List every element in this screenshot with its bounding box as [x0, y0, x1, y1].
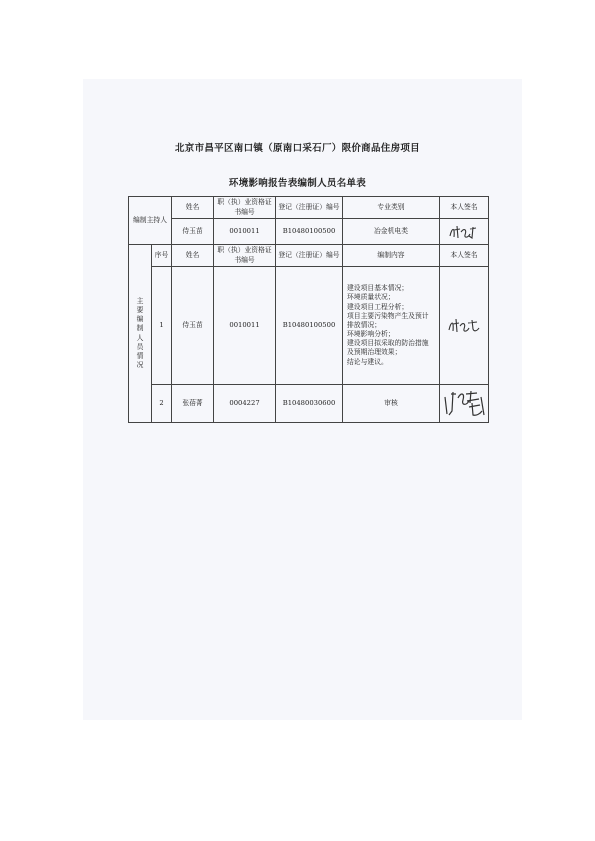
host-signature — [440, 219, 489, 245]
header-name: 姓名 — [172, 245, 214, 267]
header-cert: 职（执）业资格证书编号 — [214, 197, 276, 219]
header-name: 姓名 — [172, 197, 214, 219]
staff-signature — [440, 385, 489, 423]
header-reg: 登记（注册证）编号 — [276, 245, 343, 267]
staff-seq: 2 — [152, 385, 172, 423]
staff-seq: 1 — [152, 267, 172, 385]
staff-header-row — [129, 245, 489, 267]
host-cert: 0010011 — [214, 219, 276, 245]
table-title: 环境影响报告表编制人员名单表 — [228, 178, 367, 189]
signature-image — [442, 389, 488, 419]
staff-section-label: 主 要 编 制 人 员 情 况 — [129, 245, 152, 423]
header-sign: 本人签名 — [440, 245, 489, 267]
staff-row-1 — [129, 267, 489, 385]
host-section-label: 编制主持人 — [129, 197, 172, 245]
staff-reg: B10480100500 — [276, 267, 343, 385]
header-reg: 登记（注册证）编号 — [276, 197, 343, 219]
host-data-row — [129, 219, 489, 245]
host-major: 冶金机电类 — [343, 219, 440, 245]
staff-content: 审核 — [343, 385, 440, 423]
signature-image — [446, 223, 482, 241]
host-header-row — [129, 197, 489, 219]
header-content: 编制内容 — [343, 245, 440, 267]
host-name: 侍玉苗 — [172, 219, 214, 245]
staff-content: 建设项目基本情况； 环境质量状况； 建设项目工程分析； 项目主要污染物产生及预计排放情况； 环境影响分析； 建设项目拟采取的防治措施及预期治理效果； 结论与建议。 — [343, 267, 440, 385]
header-cert: 职（执）业资格证书编号 — [214, 245, 276, 267]
signature-image — [446, 316, 482, 336]
staff-reg: B10480030600 — [276, 385, 343, 423]
staff-name: 侍玉苗 — [172, 267, 214, 385]
staff-cert: 0010011 — [214, 267, 276, 385]
header-major: 专业类别 — [343, 197, 440, 219]
staff-signature — [440, 267, 489, 385]
staff-cert: 0004227 — [214, 385, 276, 423]
staff-row-2 — [129, 385, 489, 423]
staff-name: 张蓓菁 — [172, 385, 214, 423]
header-seq: 序号 — [152, 245, 172, 267]
document-title: 北京市昌平区南口镇（原南口采石厂）限价商品住房项目 — [174, 143, 420, 154]
host-reg: B10480100500 — [276, 219, 343, 245]
staff-roster-table — [128, 196, 489, 423]
header-sign: 本人签名 — [440, 197, 489, 219]
